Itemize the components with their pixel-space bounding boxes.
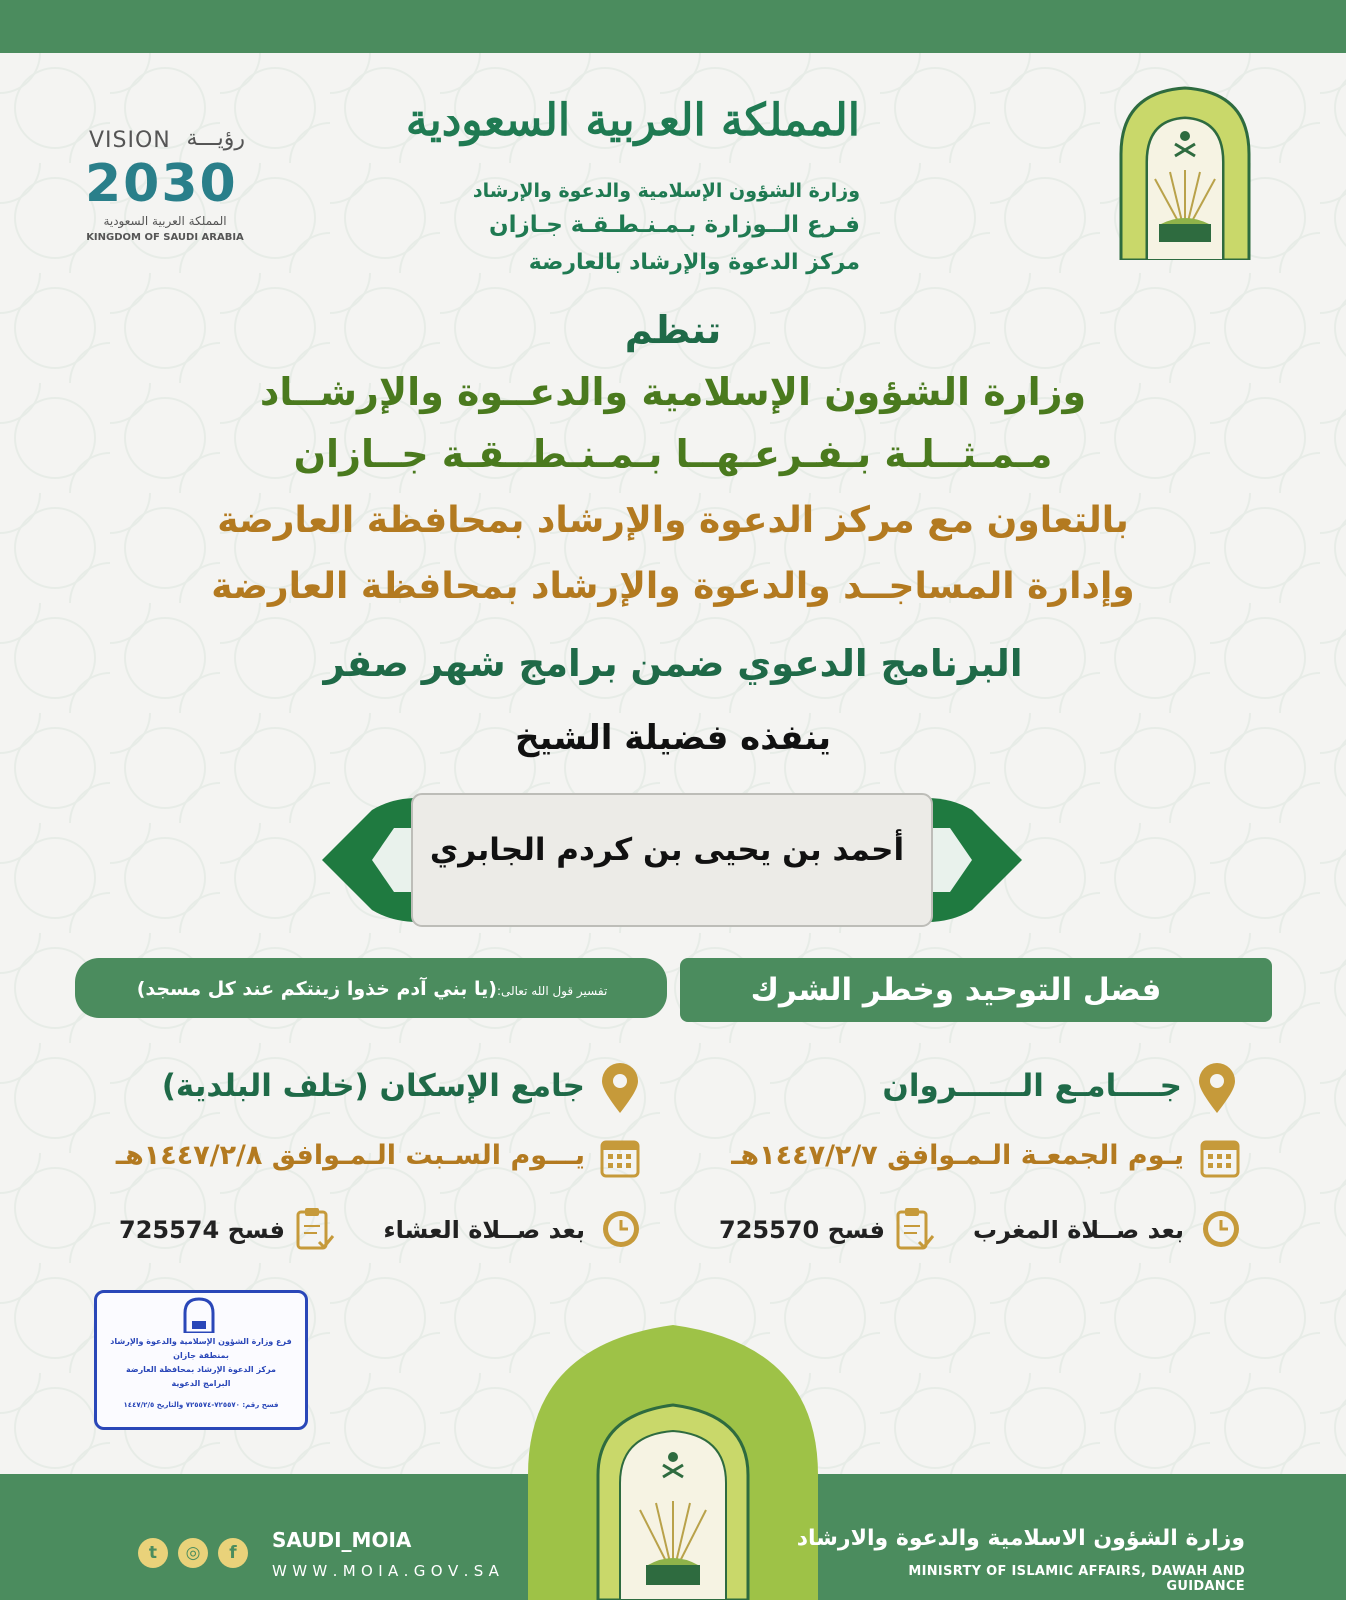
footer-handle[interactable]: SAUDI_MOIA	[272, 1528, 412, 1552]
ministry-emblem-icon	[1115, 84, 1255, 260]
vision-kingdom-ar: المملكة العربية السعودية	[103, 214, 227, 228]
body-line-cooperation: بالتعاون مع مركز الدعوة والإرشاد بمحافظة العارضة	[217, 500, 1129, 541]
vision-kingdom-en: KINGDOM OF SAUDI ARABIA	[86, 232, 244, 243]
topic-left-title	[82, 978, 662, 1000]
vision-en: VISION	[89, 128, 171, 153]
permit-left	[95, 1216, 285, 1244]
body-line-mosques: وإدارة المساجــد والدعوة والإرشاد بمحافظة العارضة	[211, 566, 1135, 607]
footer-ministry-ar: وزارة الشؤون الاسلامية والدعوة والارشاد	[796, 1526, 1245, 1551]
permit-right	[700, 1216, 885, 1244]
permit-document-icon	[295, 1206, 335, 1252]
top-bar	[0, 0, 1346, 53]
stamp-line-5: فسح رقم: ٧٢٥٥٧٠-٧٢٥٥٧٤ والتاريخ ١٤٤٧/٢/٥	[123, 1401, 279, 1409]
mosque-left: جامع الإسكان (خلف البلدية)	[161, 1068, 585, 1104]
header-branch: فـرع الــوزارة بـمـنـطـقـة جـازان	[488, 212, 860, 238]
body-line-branch: مـمـثــلـة بـفـرعـهــا بـمـنـطــقـة جــازان	[293, 432, 1053, 476]
permit-right-number: 725570	[719, 1216, 820, 1244]
permit-left-number: 725574	[119, 1216, 220, 1244]
vision-ar: رؤيـــة	[186, 126, 245, 151]
organizes-title: تنظم	[624, 308, 722, 352]
location-pin-icon	[600, 1063, 640, 1115]
calendar-icon	[1200, 1136, 1240, 1178]
mosque-right: جــــامـع الــــــروان	[882, 1068, 1182, 1104]
footer-ministry-en: MINISRTY OF ISLAMIC AFFAIRS, DAWAH AND GUIDANCE	[908, 1564, 1245, 1594]
topic-left-verse: (يا بني آدم خذوا زينتكم عند كل مسجد)	[136, 978, 497, 1000]
topic-left-prefix: تفسير قول الله تعالى:	[496, 984, 608, 998]
twitter-icon[interactable]: t	[138, 1538, 168, 1568]
vision-2030-logo	[85, 128, 255, 248]
footer-dome	[528, 1325, 818, 1600]
facebook-icon[interactable]: f	[218, 1538, 248, 1568]
sheikh-name: أحمد بن يحيى بن كردم الجابري	[429, 832, 905, 868]
presenter-intro: ينفذه فضيلة الشيخ	[514, 718, 832, 758]
footer-website[interactable]: W W W . M O I A . G O V . S A	[272, 1562, 500, 1580]
location-pin-icon	[1197, 1063, 1237, 1115]
vision-year: 2030	[85, 154, 238, 214]
official-stamp	[94, 1290, 308, 1430]
stamp-emblem-icon	[183, 1297, 215, 1333]
permit-document-icon	[895, 1206, 935, 1252]
permit-right-label: فسح	[827, 1216, 885, 1244]
date-left: يـــوم السـبت الـمـوافق ١٤٤٧/٢/٨هـ	[115, 1140, 585, 1171]
stamp-line-1: فرع وزارة الشؤون الإسلامية والدعوة والإرشاد	[110, 1337, 292, 1346]
clock-icon	[600, 1208, 642, 1250]
kingdom-calligraphy: المملكة العربية السعودية	[405, 95, 860, 146]
stamp-line-4: البرامج الدعوية	[171, 1379, 231, 1388]
permit-left-label: فسح	[227, 1216, 285, 1244]
calendar-icon	[600, 1136, 640, 1178]
date-right: يـوم الجمعـة الـمـوافق ١٤٤٧/٢/٧هـ	[731, 1140, 1184, 1171]
time-right: بعد صــلاة المغرب	[972, 1216, 1184, 1244]
time-left: بعد صــلاة العشاء	[383, 1216, 585, 1244]
stamp-line-2: بمنطقة جازان	[173, 1351, 229, 1360]
stamp-line-3: مركز الدعوة الإرشاد بمحافظة العارضة	[125, 1365, 277, 1374]
clock-icon	[1200, 1208, 1242, 1250]
topic-right-title: فضل التوحيد وخطر الشرك	[750, 972, 1162, 1008]
header-ministry: وزارة الشؤون الإسلامية والدعوة والإرشاد	[472, 180, 860, 202]
instagram-icon[interactable]: ◎	[178, 1538, 208, 1568]
program-title: البرنامج الدعوي ضمن برامج شهر صفر	[323, 642, 1023, 685]
header-center: مركز الدعوة والإرشاد بالعارضة	[528, 250, 860, 275]
body-line-ministry: وزارة الشؤون الإسلامية والدعــوة والإرشــاد	[259, 370, 1087, 414]
